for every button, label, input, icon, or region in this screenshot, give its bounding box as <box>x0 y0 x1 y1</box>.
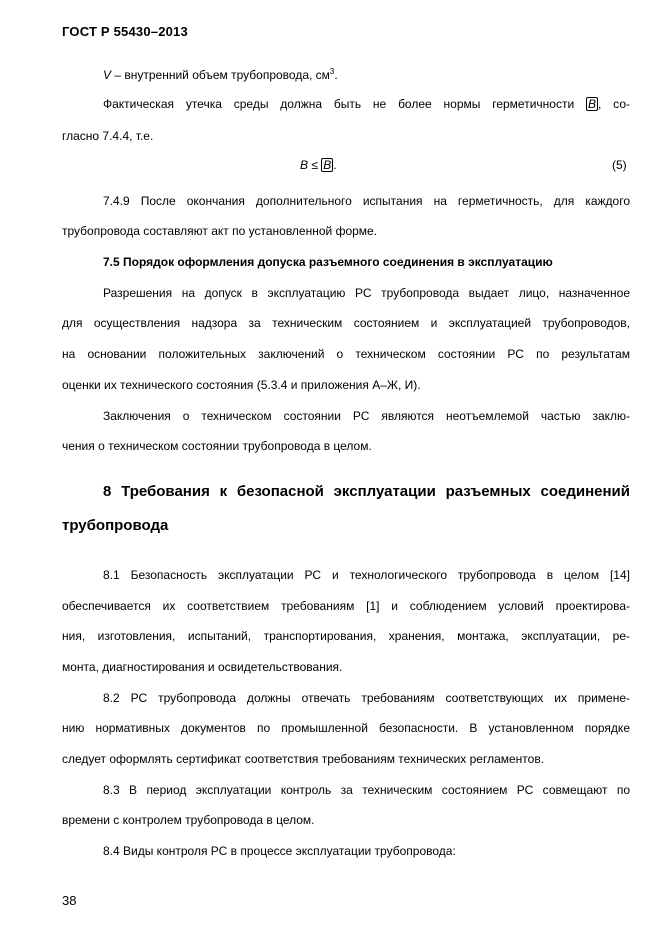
paragraph-83-line2: времени с контролем трубопровода в целом. <box>62 813 315 827</box>
formula-5 <box>300 157 337 173</box>
formula-operator: ≤ <box>308 158 322 172</box>
formula-end: . <box>333 158 337 172</box>
paragraph-permission-line4: оценки их технического состояния (5.3.4 и приложения А–Ж, И). <box>62 378 421 392</box>
paragraph-84-line1: 8.4 Виды контроля РС в процессе эксплуатации трубопровода: <box>103 844 456 858</box>
page-number: 38 <box>62 893 77 908</box>
paragraph-81-line3: ния, изготовления, испытаний, транспортирования, хранения, монтажа, эксплуатации, ре- <box>62 629 630 643</box>
section-75-title: 7.5 Порядок оформления допуска разъемного соединения в эксплуатацию <box>103 255 553 269</box>
paragraph-81-line4: монта, диагностирования и освидетельствования. <box>62 660 343 674</box>
paragraph-82-line1: 8.2 РС трубопровода должны отвечать требованиям соответствующих их примене- <box>103 691 630 705</box>
paragraph-conclusion-line1: Заключения о техническом состоянии РС являются неотъемлемой частью заклю- <box>103 409 630 423</box>
paragraph-82-line2: нию нормативных документов по промышленной безопасности. В установленном порядке <box>62 721 630 735</box>
paragraph-conclusion-line2: чения о техническом состоянии трубопровода в целом. <box>62 439 372 453</box>
formula-rhs-bracket: B <box>323 158 332 172</box>
actual-leak-text: Фактическая утечка среды должна быть не более нормы герметичности <box>103 97 575 111</box>
paragraph-82-line3: следует оформлять сертификат соответствия требованиям технических регламентов. <box>62 752 545 766</box>
paragraph-permission-line1: Разрешения на допуск в эксплуатацию РС трубопровода выдает лицо, назначенное <box>103 286 630 300</box>
volume-definition-end: . <box>334 68 338 82</box>
section-8-title-line2: трубопровода <box>62 517 169 534</box>
paragraph-volume-definition <box>103 64 630 83</box>
paragraph-749-line1: 7.4.9 После окончания дополнительного испытания на герметичность, для каждого <box>103 194 630 208</box>
paragraph-permission-line2: для осуществления надзора за техническим состоянием и эксплуатацией трубопроводов, <box>62 316 630 330</box>
volume-unit-exponent: 3 <box>329 67 335 76</box>
paragraph-749-line2: трубопровода составляют акт по установленной форме. <box>62 224 378 238</box>
equation-number: (5) <box>612 158 627 172</box>
paragraph-81-line1: 8.1 Безопасность эксплуатации РС и технологического трубопровода в целом [14] <box>103 568 630 582</box>
paragraph-actual-leak-line1 <box>103 96 630 112</box>
paragraph-permission-line3: на основании положительных заключений о техническом состоянии РС по результатам <box>62 347 630 361</box>
paragraph-actual-leak-line2: гласно 7.4.4, т.е. <box>62 129 154 143</box>
paragraph-83-line1: 8.3 В период эксплуатации контроль за техническим состоянием РС совмещают по <box>103 783 630 797</box>
section-8-title-line1: 8 Требования к безопасной эксплуатации разъемных соединений <box>103 483 630 500</box>
tightness-norm-bracket: B <box>588 97 597 111</box>
paragraph-81-line2: обеспечивается их соответствием требованиям [1] и соблюдением условий проектирова- <box>62 599 630 613</box>
volume-definition-text: – внутренний объем трубопровода, см <box>111 68 330 82</box>
variable-v: V <box>103 68 112 82</box>
document-header: ГОСТ Р 55430–2013 <box>62 24 188 39</box>
actual-leak-end: , со- <box>598 97 630 111</box>
formula-lhs: B <box>300 158 309 172</box>
